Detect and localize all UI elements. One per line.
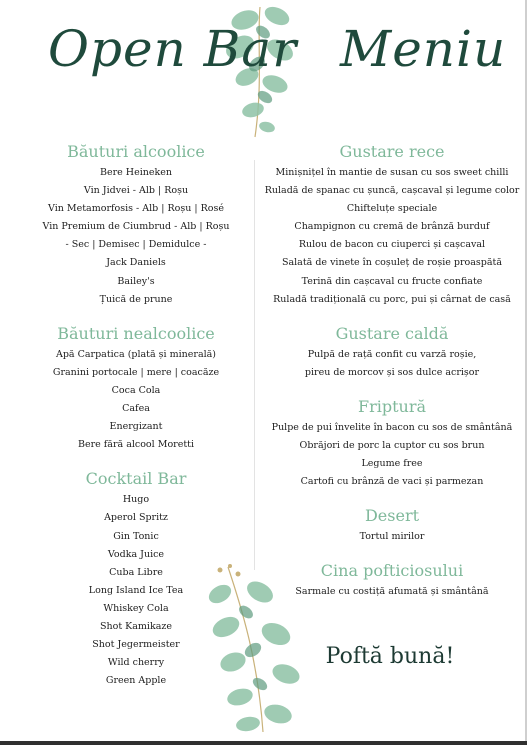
section-cold-appetizer	[258, 142, 526, 309]
section-title: Cina pofticiosului	[320, 561, 464, 581]
menu-item: Whiskey Cola	[103, 602, 169, 614]
menu-item: Cuba Libre	[109, 566, 163, 578]
section-title: Cocktail Bar	[85, 469, 187, 489]
menu-item: Bere fără alcool Moretti	[78, 439, 194, 451]
title-open-bar: Open Bar	[48, 20, 298, 78]
eucalyptus-bottom-icon	[198, 562, 308, 737]
menu-item: Sarmale cu costiță afumată și smântână	[295, 586, 489, 598]
title-meniu: Meniu	[340, 20, 507, 78]
menu-item: Ruladă de spanac cu șuncă, cașcaval și legume color	[264, 185, 520, 197]
menu-item: Chifteluțe speciale	[346, 203, 438, 215]
right-column	[258, 142, 526, 602]
section-title: Băuturi nealcoolice	[57, 323, 215, 343]
menu-item: Ruladă tradițională cu porc, pui și cârnat de casă	[273, 293, 511, 305]
section-roast	[258, 397, 526, 491]
menu-item: Aperol Spritz	[104, 512, 168, 524]
section-non-alcoholic	[30, 324, 242, 455]
section-hot-appetizer	[258, 324, 526, 382]
menu-item: Vin Metamorfosis - Alb | Roșu | Rosé	[48, 203, 224, 215]
menu-item: Legume free	[361, 458, 423, 470]
menu-item: Bere Heineken	[100, 167, 172, 178]
menu-item: Jack Daniels	[106, 257, 166, 269]
section-title: Băuturi alcoolice	[67, 142, 205, 161]
menu-item: Energizant	[109, 421, 163, 433]
menu-item: Vodka Juice	[107, 548, 165, 560]
menu-item: Shot Kamikaze	[99, 620, 173, 632]
menu-item: Obrăjori de porc la cuptor cu sos brun	[299, 440, 485, 452]
menu-item: Pulpe de pui învelite în bacon cu sos de smântână	[271, 421, 513, 433]
menu-item: Cafea	[122, 403, 150, 415]
section-title: Desert	[364, 506, 420, 526]
menu-item: Coca Cola	[111, 384, 161, 396]
section-title: Gustare caldă	[335, 323, 449, 343]
section-title: Friptură	[357, 396, 427, 416]
menu-item: Rulou de bacon cu ciuperci și cașcaval	[298, 239, 486, 251]
menu-item: Tortul mirilor	[359, 531, 425, 543]
menu-item: Gin Tonic	[113, 530, 159, 542]
menu-item: Țuică de prune	[99, 293, 173, 305]
menu-item: Vin Jidvei - Alb | Roșu	[83, 185, 189, 197]
column-divider	[254, 160, 255, 570]
menu-item: Terină din cașcaval cu fructe confiate	[301, 275, 483, 287]
menu-item: Bailey's	[117, 275, 155, 287]
menu-item: pireu de morcov și sos dulce acrișor	[304, 366, 480, 378]
menu-item: Shot Jegermeister	[92, 639, 180, 651]
menu-item: Vin Premium de Ciumbrud - Alb | Roșu	[42, 221, 230, 233]
menu-item: - Sec | Demisec | Demidulce -	[65, 239, 207, 251]
menu-item: Champignon cu cremă de brânză burduf	[294, 221, 490, 233]
section-dessert	[258, 506, 526, 546]
menu-item: Wild cherry	[107, 657, 165, 669]
bottom-border	[0, 741, 527, 745]
menu-item: Salată de vinete în coșuleț de roșie proaspătă	[281, 257, 503, 269]
menu-item: Long Island Ice Tea	[88, 584, 184, 596]
menu-item: Cartofi cu brânză de vaci și parmezan	[300, 476, 484, 488]
menu-item: Pulpă de rață confit cu varză roșie,	[307, 348, 477, 360]
section-title: Gustare rece	[339, 142, 445, 161]
menu-item: Minișnițel în mantie de susan cu sos sweet chilli	[275, 167, 509, 178]
menu-item: Hugo	[122, 494, 150, 506]
menu-item: Granini portocale | mere | coacăze	[52, 366, 220, 378]
menu-item: Green Apple	[105, 675, 167, 687]
menu-item: Apă Carpatica (plată și minerală)	[55, 348, 217, 360]
section-alcoholic	[30, 142, 242, 309]
closing-message: Poftă bună!	[325, 644, 455, 669]
